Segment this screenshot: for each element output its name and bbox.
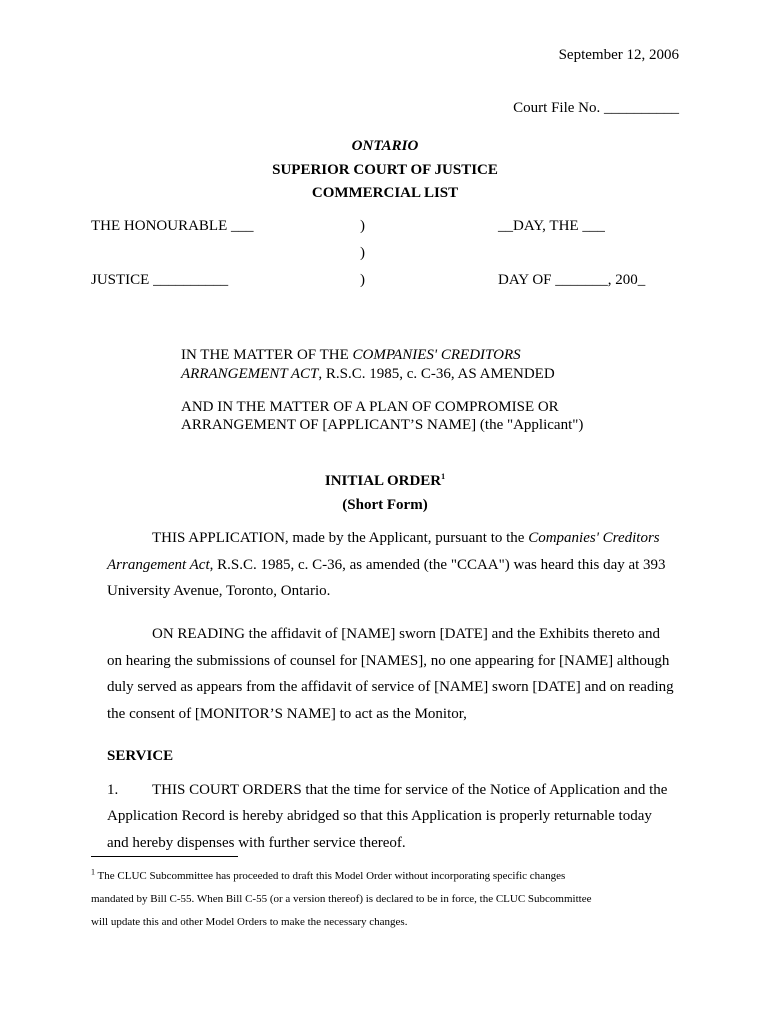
date-line-2: DAY OF _______, 200_ (498, 272, 646, 288)
service-heading: SERVICE (107, 748, 174, 764)
footnote-separator (91, 856, 238, 857)
service-line-1: THIS COURT ORDERS that the time for service of the Notice of Application and the (152, 782, 668, 798)
court-file-number: Court File No. __________ (513, 100, 679, 116)
matter-text: , R.S.C. 1985, c. C-36, AS AMENDED (318, 366, 555, 382)
order-title-text: INITIAL ORDER (324, 473, 442, 489)
act-name: ARRANGEMENT ACT (181, 366, 319, 382)
date-line-1: __DAY, THE ___ (498, 218, 605, 234)
order-title (0, 473, 770, 490)
order-subtitle: (Short Form) (342, 497, 428, 513)
judge-line-1: THE HONOURABLE ___ (91, 218, 254, 234)
para1-line-1 (152, 530, 660, 547)
service-para-number: 1. (107, 782, 119, 798)
matter-line-3: AND IN THE MATTER OF A PLAN OF COMPROMISE OR (181, 399, 559, 415)
matter-line-1 (181, 347, 521, 364)
para2-line-3: duly served as appears from the affidavit of service of [NAME] sworn [DATE] and on reading (107, 679, 674, 695)
para1-line-2 (107, 557, 666, 574)
para2-line-2: on hearing the submissions of counsel for [NAMES], no one appearing for [NAME] although (107, 653, 670, 669)
caption-paren: ) (360, 218, 365, 234)
caption-paren: ) (360, 272, 365, 288)
footnote-line-1 (91, 867, 566, 882)
footnote-line-3: will update this and other Model Orders to make the necessary changes. (91, 916, 408, 928)
matter-text: IN THE MATTER OF THE (181, 347, 353, 363)
matter-line-2 (181, 366, 555, 383)
service-line-3: and hereby dispenses with further service thereof. (107, 835, 406, 851)
act-name: COMPANIES' CREDITORS (352, 347, 521, 363)
caption-paren: ) (360, 245, 365, 261)
footnote-line-2: mandated by Bill C-55. When Bill C-55 (or a version thereof) is declared to be in force, the CLUC Subcommittee (91, 893, 592, 905)
footnote-reference: 1 (441, 472, 446, 481)
para2-line-1: ON READING the affidavit of [NAME] sworn [DATE] and the Exhibits thereto and (152, 626, 660, 642)
court-name-heading: SUPERIOR COURT OF JUSTICE (272, 162, 498, 178)
para1-line-3: University Avenue, Toronto, Ontario. (107, 583, 331, 599)
service-line-2: Application Record is hereby abridged so that this Application is properly returnable today (107, 808, 652, 824)
matter-line-4: ARRANGEMENT OF [APPLICANT’S NAME] (the "Applicant") (181, 417, 584, 433)
para2-line-4: the consent of [MONITOR’S NAME] to act as the Monitor, (107, 706, 467, 722)
commercial-list-heading: COMMERCIAL LIST (311, 185, 459, 201)
act-name: Arrangement Act (107, 557, 210, 573)
document-date: September 12, 2006 (558, 47, 679, 63)
act-name: Companies' Creditors (528, 530, 660, 546)
para-text: THIS APPLICATION, made by the Applicant, pursuant to the (152, 530, 529, 546)
para-text: , R.S.C. 1985, c. C-36, as amended (the "CCAA") was heard this day at 393 (209, 557, 666, 573)
province-heading: ONTARIO (351, 138, 419, 154)
footnote-mark: 1 (91, 867, 95, 877)
judge-line-2: JUSTICE __________ (91, 272, 229, 288)
footnote-text: The CLUC Subcommittee has proceeded to draft this Model Order without incorporating specific changes (95, 870, 566, 882)
